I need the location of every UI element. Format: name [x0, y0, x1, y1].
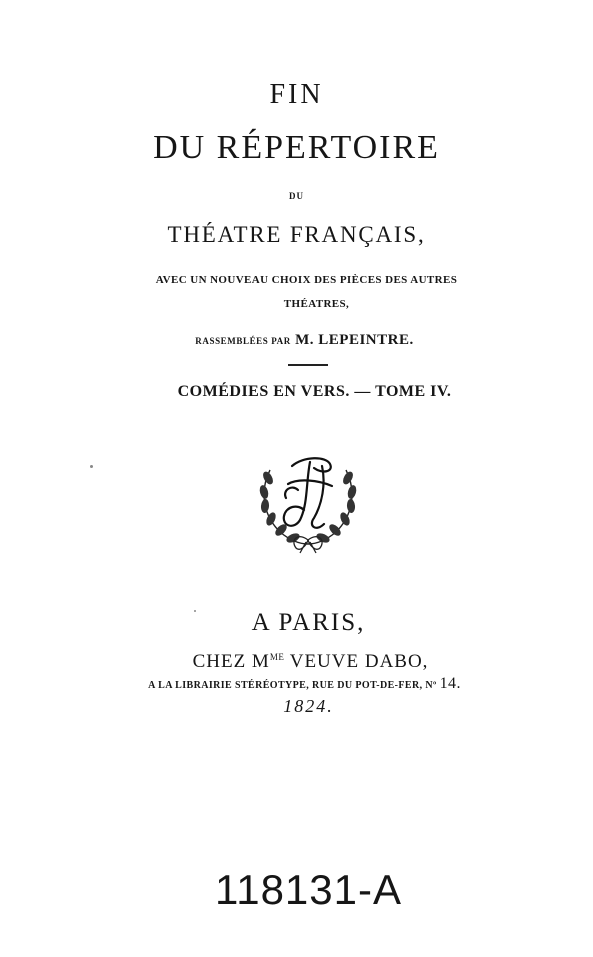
compiler-name: M. LEPEINTRE.: [295, 332, 414, 348]
city-line: A PARIS,: [251, 609, 366, 636]
address-number: 14.: [439, 675, 461, 692]
publisher-post: VEUVE DABO,: [284, 651, 429, 672]
subtitle-line-2: THÉATRES,: [283, 298, 350, 310]
compiler-line: [8, 330, 593, 351]
publisher-pre: CHEZ M: [192, 651, 270, 672]
title-line-du: DU: [289, 191, 304, 201]
compiler-prefix: RASSEMBLÉES PAR: [195, 336, 291, 346]
publisher-sup: ME: [269, 652, 285, 662]
year-line: 1824.: [283, 696, 334, 716]
shelfmark-stamp: 118131-A: [214, 866, 403, 913]
monogram-wreath-icon: [252, 448, 364, 554]
title-line-fin: FIN: [269, 79, 324, 110]
address-line: [8, 676, 593, 694]
series-line: COMÉDIES EN VERS. — TOME IV.: [177, 383, 452, 400]
title-line-repertoire: DU RÉPERTOIRE: [153, 129, 440, 166]
paper-speck: [90, 465, 93, 468]
divider-rule: [288, 364, 328, 366]
subtitle-line-1: AVEC UN NOUVEAU CHOIX DES PIÈCES DES AUTRES: [155, 274, 458, 286]
paper-speck: [194, 610, 196, 612]
title-line-theatre-francais: THÉATRE FRANÇAIS,: [167, 222, 426, 247]
publisher-line: [14, 645, 593, 674]
address-text: A LA LIBRAIRIE STÉRÉOTYPE, RUE DU POT-DE-FER, Nº: [148, 680, 437, 691]
